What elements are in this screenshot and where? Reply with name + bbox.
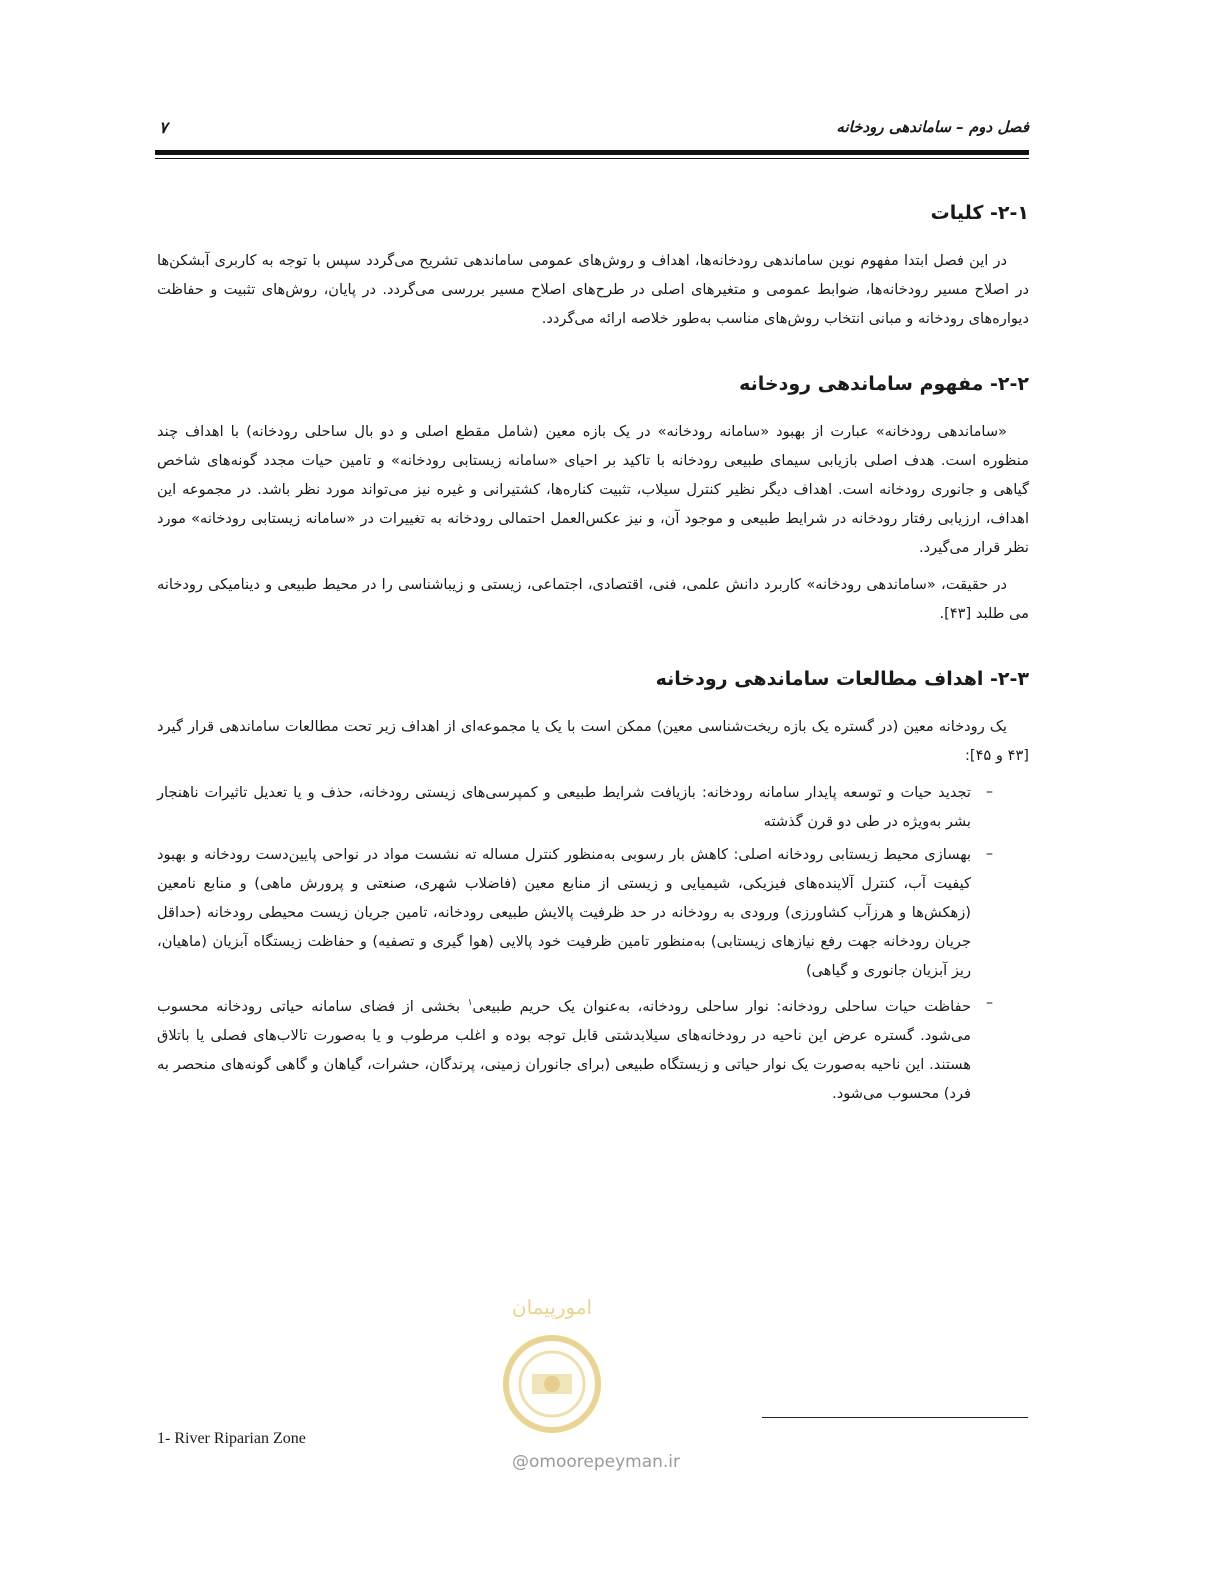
paragraph: در این فصل ابتدا مفهوم نوین ساماندهی رودخانه‌ها، اهداف و روش‌های عمومی ساماندهی تشریح می‌گردد سپس با توجه به کاربری آبشکن‌ها در اصلاح مسیر رودخانه‌ها، ضوابط عمومی و متغیرهای اصلی در طرح‌های اصلاح مسیر بررسی می‌گردد. در پایان، روش‌های تثبیت و حفاظت دیواره‌های رودخانه و مبانی انتخاب روش‌های مناسب به‌طور خلاصه ارائه می‌گردد. <box>157 252 1029 327</box>
section-heading: ۲-۱- کلیات <box>930 202 1029 224</box>
section-generalities <box>157 198 1029 333</box>
watermark-site: @omoorepeyman.ir <box>512 1452 681 1472</box>
section-heading: ۲-۳- اهداف مطالعات ساماندهی رودخانه <box>655 668 1029 690</box>
page-number: ۷ <box>159 118 168 137</box>
list-item-text: بهسازی محیط زیستابی رودخانه اصلی: کاهش بار رسوبی به‌منظور کنترل مساله ته نشست مواد در نواحی پایین‌دست رودخانه و بهبود کیفیت آب، کنترل آلاینده‌های فیزیکی، شیمیایی و زیستی از منابع معین (فاضلاب شهری، صنعتی و پرورش ماهی) و منابع نامعین (زهکش‌ها و هرزآب کشاورزی) ورودی به رودخانه در حد ظرفیت پالایش طبیعی رودخانه، تامین جریان زیست محیطی رودخانه (حداقل جریان رودخانه جهت رفع نیازهای زیستابی) به‌منظور تامین ظرفیت خود پالایی (هوا گیری و تصفیه) و حفاظت زیستگاه آبزیان (ماهیان، ریز آبزیان جانوری و گیاهی) <box>157 846 971 979</box>
objectives-list <box>157 778 1029 1108</box>
footnote: 1- River Riparian Zone <box>157 1430 306 1447</box>
paragraph: یک رودخانه معین (در گستره یک بازه ریخت‌شناسی معین) ممکن است با یک یا مجموعه‌ای از اهداف زیر تحت مطالعات ساماندهی قرار گیرد [۴۳ و ۴۵]: <box>157 718 1029 764</box>
header-rule-thin <box>155 158 1029 159</box>
list-item-text: تجدید حیات و توسعه پایدار سامانه رودخانه: بازیافت شرایط طبیعی و کمپرسی‌های زیستی رودخانه، حذف و یا تعدیل تاثیرات ناهنجار بشر به‌ویژه در طی دو قرن گذشته <box>157 784 971 830</box>
page-header <box>155 118 1029 142</box>
section-heading: ۲-۲- مفهوم ساماندهی رودخانه <box>739 373 1029 395</box>
footnote-rule <box>762 1417 1028 1418</box>
section-objectives <box>157 664 1029 1108</box>
list-item-text-b: بخشی از فضای سامانه حیاتی رودخانه محسوب می‌شود. گستره عرض این ناحیه در رودخانه‌های سیلابدشتی قابل توجه بوده و اغلب مرطوب و یا به‌صورت تالاب‌های فصلی یا باتلاق هستند. این ناحیه به‌صورت یک نوار حیاتی و زیستگاه طبیعی (برای جانوران زمینی، پرندگان، حشرات، گیاهان و گاهی گونه‌های منحصر به فرد) محسوب می‌شود. <box>157 997 971 1102</box>
watermark-seal-icon <box>492 1292 612 1442</box>
page-body <box>157 198 1029 1112</box>
list-item-text-a: حفاظت حیات ساحلی رودخانه: نوار ساحلی رودخانه، به‌عنوان یک حریم طبیعی <box>472 997 971 1015</box>
watermark-logo-text: امورپیمان <box>511 1295 593 1319</box>
list-item <box>157 778 1029 836</box>
list-item <box>157 840 1029 985</box>
dash-bullet: – <box>986 846 993 862</box>
running-title: فصل دوم – ساماندهی رودخانه <box>836 118 1029 136</box>
list-item <box>157 989 1029 1108</box>
header-rule-thick <box>155 150 1029 155</box>
paragraph: در حقیقت، «ساماندهی رودخانه» کاربرد دانش علمی، فنی، اقتصادی، اجتماعی، زیستی و زیباشناسی را در محیط طبیعی و دینامیکی رودخانه می طلبد [۴۳]. <box>157 576 1029 622</box>
dash-bullet: – <box>986 995 993 1011</box>
dash-bullet: – <box>986 784 993 800</box>
section-concept <box>157 369 1029 628</box>
footnote-marker: ۱ <box>467 998 473 1008</box>
paragraph: «ساماندهی رودخانه» عبارت از بهبود «سامانه رودخانه» در یک بازه معین (شامل مقطع اصلی و دو بال ساحلی رودخانه) با اهداف چند منظوره است. هدف اصلی بازیابی سیمای طبیعی رودخانه با تاکید بر احیای «سامانه زیستابی رودخانه» و تامین حیات مجدد گونه‌های شاخص گیاهی و جانوری رودخانه است. اهداف دیگر نظیر کنترل سیلاب، تثبیت کناره‌ها، کشتیرانی و غیره نیز می‌تواند مورد نظر باشد. در مجموعه این اهداف، ارزیابی رفتار رودخانه در شرایط طبیعی و موجود آن، و نیز عکس‌العمل احتمالی رودخانه به تغییرات در «سامانه زیستابی رودخانه» مورد نظر قرار می‌گیرد. <box>157 423 1029 556</box>
